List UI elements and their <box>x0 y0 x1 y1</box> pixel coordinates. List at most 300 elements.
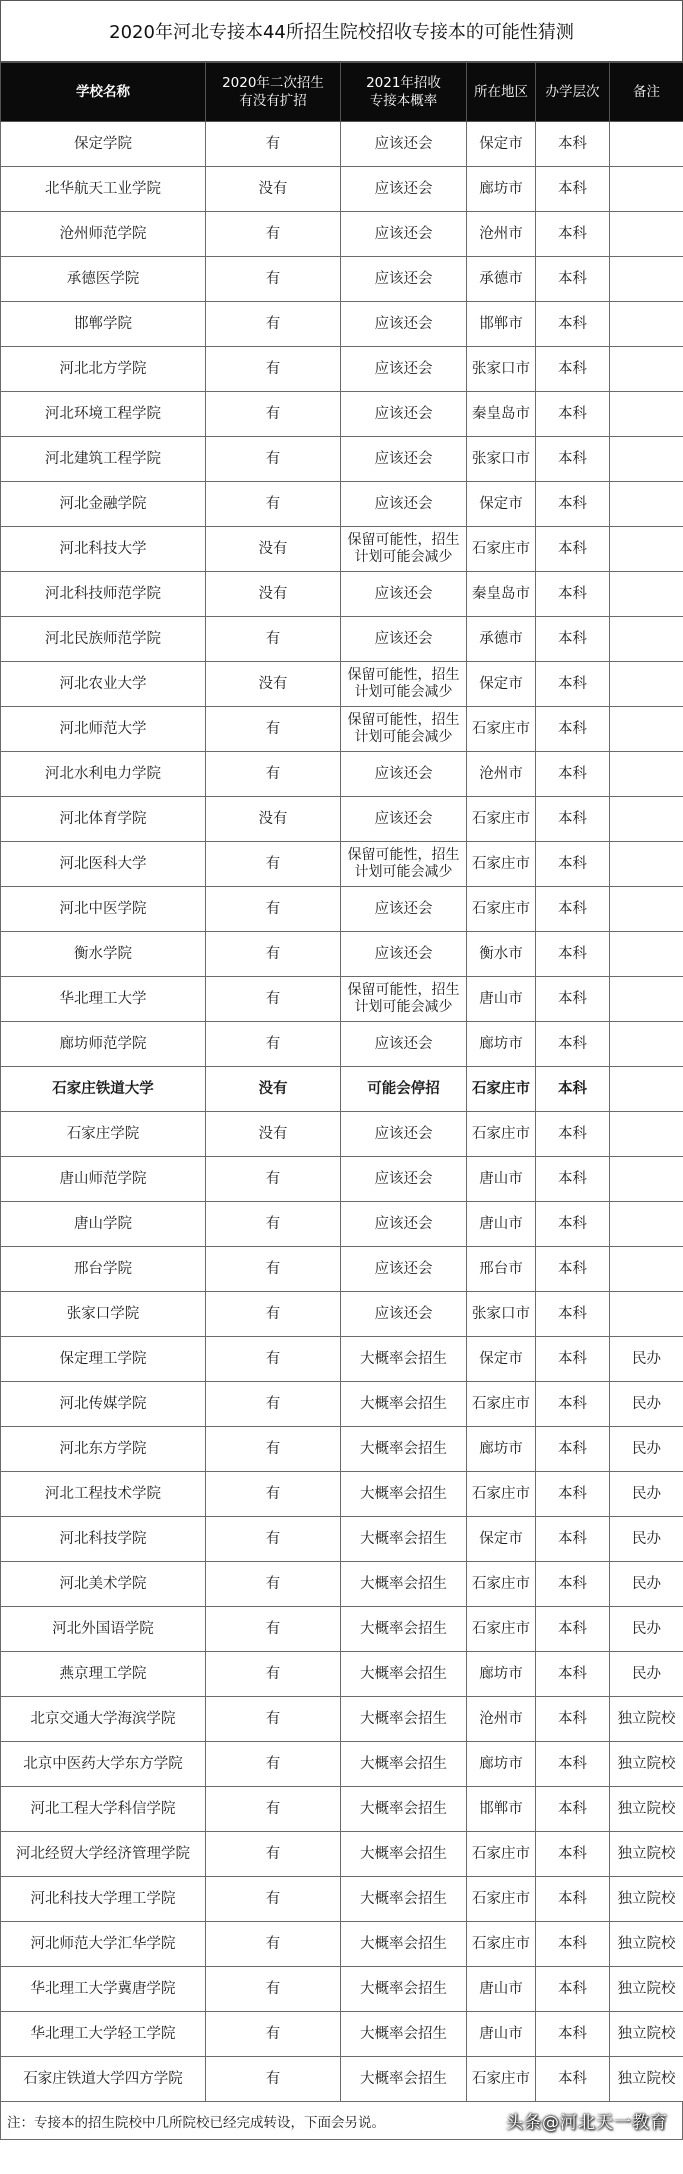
cell-level: 本科 <box>536 1022 610 1067</box>
cell-note: 独立院校 <box>610 1967 683 2012</box>
cell-expanded: 没有 <box>206 1112 341 1157</box>
cell-school-name: 保定学院 <box>1 122 206 167</box>
cell-expanded: 没有 <box>206 1067 341 1112</box>
cell-school-name: 河北北方学院 <box>1 347 206 392</box>
cell-school-name: 河北工程技术学院 <box>1 1472 206 1517</box>
cell-probability: 大概率会招生 <box>341 2012 467 2057</box>
cell-level: 本科 <box>536 1967 610 2012</box>
cell-level: 本科 <box>536 167 610 212</box>
cell-expanded: 有 <box>206 1022 341 1067</box>
table-row <box>1 1112 683 1157</box>
cell-region: 沧州市 <box>467 752 536 797</box>
cell-school-name: 河北师范大学 <box>1 707 206 752</box>
cell-level: 本科 <box>536 1247 610 1292</box>
cell-school-name: 燕京理工学院 <box>1 1652 206 1697</box>
cell-expanded: 有 <box>206 1967 341 2012</box>
cell-probability: 应该还会 <box>341 887 467 932</box>
cell-note <box>610 617 683 662</box>
cell-note: 民办 <box>610 1607 683 1652</box>
header-level: 办学层次 <box>536 63 610 122</box>
cell-level: 本科 <box>536 1517 610 1562</box>
cell-expanded: 有 <box>206 1697 341 1742</box>
cell-expanded: 有 <box>206 1472 341 1517</box>
cell-region: 沧州市 <box>467 1697 536 1742</box>
table-row <box>1 1967 683 2012</box>
cell-school-name: 石家庄学院 <box>1 1112 206 1157</box>
cell-probability: 应该还会 <box>341 392 467 437</box>
cell-probability: 应该还会 <box>341 347 467 392</box>
table-row <box>1 347 683 392</box>
cell-school-name: 河北科技大学理工学院 <box>1 1877 206 1922</box>
watermark: 头条@河北天一教育 <box>506 2113 668 2133</box>
cell-school-name: 保定理工学院 <box>1 1337 206 1382</box>
cell-note <box>610 707 683 752</box>
cell-region: 唐山市 <box>467 2012 536 2057</box>
cell-probability: 大概率会招生 <box>341 1472 467 1517</box>
cell-expanded: 没有 <box>206 572 341 617</box>
table-row <box>1 1877 683 1922</box>
cell-school-name: 河北工程大学科信学院 <box>1 1787 206 1832</box>
table-row <box>1 1247 683 1292</box>
cell-level: 本科 <box>536 1112 610 1157</box>
cell-probability: 大概率会招生 <box>341 2057 467 2102</box>
table-row <box>1 1697 683 1742</box>
cell-expanded: 有 <box>206 122 341 167</box>
header-probability: 2021年招收 专接本概率 <box>341 63 467 122</box>
cell-region: 石家庄市 <box>467 1382 536 1427</box>
cell-note: 民办 <box>610 1562 683 1607</box>
cell-note: 独立院校 <box>610 1697 683 1742</box>
cell-level: 本科 <box>536 572 610 617</box>
cell-school-name: 承德医学院 <box>1 257 206 302</box>
cell-probability: 应该还会 <box>341 617 467 662</box>
cell-probability: 大概率会招生 <box>341 1967 467 2012</box>
cell-probability: 大概率会招生 <box>341 1562 467 1607</box>
cell-note: 民办 <box>610 1427 683 1472</box>
cell-note: 民办 <box>610 1652 683 1697</box>
cell-expanded: 有 <box>206 437 341 482</box>
cell-region: 保定市 <box>467 482 536 527</box>
cell-expanded: 有 <box>206 1292 341 1337</box>
cell-probability: 保留可能性，招生 计划可能会减少 <box>341 842 467 887</box>
cell-probability: 应该还会 <box>341 437 467 482</box>
cell-note <box>610 527 683 572</box>
cell-region: 唐山市 <box>467 1157 536 1202</box>
table-row <box>1 842 683 887</box>
cell-level: 本科 <box>536 797 610 842</box>
cell-school-name: 廊坊师范学院 <box>1 1022 206 1067</box>
cell-expanded: 有 <box>206 1337 341 1382</box>
cell-note <box>610 482 683 527</box>
cell-probability: 大概率会招生 <box>341 1742 467 1787</box>
cell-probability: 大概率会招生 <box>341 1697 467 1742</box>
footer-note <box>0 2102 683 2140</box>
cell-school-name: 河北师范大学汇华学院 <box>1 1922 206 1967</box>
cell-expanded: 有 <box>206 1832 341 1877</box>
cell-region: 廊坊市 <box>467 1652 536 1697</box>
cell-region: 张家口市 <box>467 347 536 392</box>
cell-region: 邯郸市 <box>467 302 536 347</box>
cell-probability: 大概率会招生 <box>341 1652 467 1697</box>
cell-level: 本科 <box>536 122 610 167</box>
cell-level: 本科 <box>536 1337 610 1382</box>
cell-probability: 应该还会 <box>341 572 467 617</box>
cell-region: 沧州市 <box>467 212 536 257</box>
cell-note <box>610 1157 683 1202</box>
cell-expanded: 有 <box>206 1382 341 1427</box>
cell-probability: 应该还会 <box>341 1247 467 1292</box>
cell-region: 唐山市 <box>467 977 536 1022</box>
cell-school-name: 衡水学院 <box>1 932 206 977</box>
table-header <box>1 63 683 122</box>
cell-expanded: 有 <box>206 2057 341 2102</box>
cell-region: 秦皇岛市 <box>467 572 536 617</box>
cell-school-name: 河北中医学院 <box>1 887 206 932</box>
table-row <box>1 1652 683 1697</box>
cell-region: 石家庄市 <box>467 527 536 572</box>
cell-school-name: 河北科技学院 <box>1 1517 206 1562</box>
cell-probability: 应该还会 <box>341 257 467 302</box>
cell-note <box>610 212 683 257</box>
cell-region: 保定市 <box>467 1517 536 1562</box>
table-row <box>1 1202 683 1247</box>
cell-region: 廊坊市 <box>467 1022 536 1067</box>
cell-region: 石家庄市 <box>467 1112 536 1157</box>
cell-expanded: 有 <box>206 482 341 527</box>
table-row <box>1 1427 683 1472</box>
footer-text: 注：专接本的招生院校中几所院校已经完成转设，下面会另说。 <box>7 2114 385 2131</box>
cell-region: 保定市 <box>467 662 536 707</box>
cell-region: 石家庄市 <box>467 707 536 752</box>
cell-note <box>610 977 683 1022</box>
cell-school-name: 华北理工大学轻工学院 <box>1 2012 206 2057</box>
cell-expanded: 没有 <box>206 797 341 842</box>
cell-probability: 应该还会 <box>341 1292 467 1337</box>
cell-note <box>610 1247 683 1292</box>
cell-level: 本科 <box>536 527 610 572</box>
cell-note: 民办 <box>610 1382 683 1427</box>
cell-region: 廊坊市 <box>467 1742 536 1787</box>
table-row <box>1 2057 683 2102</box>
cell-level: 本科 <box>536 1742 610 1787</box>
cell-expanded: 有 <box>206 347 341 392</box>
cell-region: 石家庄市 <box>467 1607 536 1652</box>
cell-expanded: 没有 <box>206 167 341 212</box>
cell-school-name: 北京中医药大学东方学院 <box>1 1742 206 1787</box>
cell-expanded: 有 <box>206 1742 341 1787</box>
cell-school-name: 河北民族师范学院 <box>1 617 206 662</box>
cell-region: 衡水市 <box>467 932 536 977</box>
cell-school-name: 河北水利电力学院 <box>1 752 206 797</box>
cell-expanded: 有 <box>206 302 341 347</box>
cell-probability: 应该还会 <box>341 167 467 212</box>
cell-level: 本科 <box>536 1922 610 1967</box>
cell-level: 本科 <box>536 1652 610 1697</box>
cell-expanded: 有 <box>206 887 341 932</box>
cell-school-name: 河北医科大学 <box>1 842 206 887</box>
cell-probability: 应该还会 <box>341 482 467 527</box>
cell-school-name: 华北理工大学冀唐学院 <box>1 1967 206 2012</box>
cell-school-name: 石家庄铁道大学四方学院 <box>1 2057 206 2102</box>
cell-note: 民办 <box>610 1472 683 1517</box>
cell-level: 本科 <box>536 392 610 437</box>
cell-region: 廊坊市 <box>467 167 536 212</box>
cell-note <box>610 572 683 617</box>
cell-region: 唐山市 <box>467 1967 536 2012</box>
cell-region: 保定市 <box>467 1337 536 1382</box>
cell-level: 本科 <box>536 1832 610 1877</box>
cell-region: 石家庄市 <box>467 797 536 842</box>
cell-note <box>610 887 683 932</box>
cell-level: 本科 <box>536 1787 610 1832</box>
cell-region: 石家庄市 <box>467 1832 536 1877</box>
cell-region: 廊坊市 <box>467 1427 536 1472</box>
table-row <box>1 617 683 662</box>
table-row <box>1 167 683 212</box>
cell-school-name: 北京交通大学海滨学院 <box>1 1697 206 1742</box>
cell-expanded: 有 <box>206 257 341 302</box>
cell-level: 本科 <box>536 1292 610 1337</box>
cell-probability: 可能会停招 <box>341 1067 467 1112</box>
cell-level: 本科 <box>536 1607 610 1652</box>
cell-note: 独立院校 <box>610 2057 683 2102</box>
cell-note <box>610 257 683 302</box>
cell-level: 本科 <box>536 257 610 302</box>
cell-note: 独立院校 <box>610 1787 683 1832</box>
cell-school-name: 河北建筑工程学院 <box>1 437 206 482</box>
cell-expanded: 有 <box>206 932 341 977</box>
table-row <box>1 1562 683 1607</box>
table-row <box>1 1157 683 1202</box>
cell-region: 承德市 <box>467 617 536 662</box>
cell-probability: 应该还会 <box>341 1157 467 1202</box>
cell-probability: 应该还会 <box>341 302 467 347</box>
cell-probability: 大概率会招生 <box>341 1607 467 1652</box>
cell-level: 本科 <box>536 1157 610 1202</box>
cell-expanded: 有 <box>206 1787 341 1832</box>
table-row <box>1 527 683 572</box>
cell-probability: 应该还会 <box>341 1112 467 1157</box>
cell-note <box>610 1022 683 1067</box>
cell-expanded: 有 <box>206 212 341 257</box>
cell-note <box>610 347 683 392</box>
table-row <box>1 1382 683 1427</box>
cell-school-name: 河北外国语学院 <box>1 1607 206 1652</box>
cell-note <box>610 302 683 347</box>
cell-school-name: 河北经贸大学经济管理学院 <box>1 1832 206 1877</box>
cell-expanded: 有 <box>206 617 341 662</box>
table-row <box>1 1292 683 1337</box>
cell-expanded: 有 <box>206 1877 341 1922</box>
cell-expanded: 有 <box>206 1247 341 1292</box>
cell-level: 本科 <box>536 212 610 257</box>
cell-level: 本科 <box>536 752 610 797</box>
cell-region: 邢台市 <box>467 1247 536 1292</box>
table-row <box>1 752 683 797</box>
cell-note: 独立院校 <box>610 2012 683 2057</box>
cell-level: 本科 <box>536 887 610 932</box>
cell-probability: 应该还会 <box>341 752 467 797</box>
cell-region: 石家庄市 <box>467 887 536 932</box>
cell-probability: 大概率会招生 <box>341 1517 467 1562</box>
table-row <box>1 392 683 437</box>
table-row <box>1 662 683 707</box>
cell-school-name: 河北科技师范学院 <box>1 572 206 617</box>
cell-note <box>610 797 683 842</box>
header-row <box>1 63 683 122</box>
table-row <box>1 482 683 527</box>
cell-school-name: 华北理工大学 <box>1 977 206 1022</box>
cell-level: 本科 <box>536 1202 610 1247</box>
cell-probability: 大概率会招生 <box>341 1787 467 1832</box>
cell-level: 本科 <box>536 1427 610 1472</box>
cell-school-name: 河北东方学院 <box>1 1427 206 1472</box>
admission-table <box>0 62 683 2102</box>
table-row <box>1 212 683 257</box>
cell-probability: 应该还会 <box>341 932 467 977</box>
cell-probability: 应该还会 <box>341 1022 467 1067</box>
cell-note <box>610 1067 683 1112</box>
table-row <box>1 1787 683 1832</box>
table-row <box>1 437 683 482</box>
cell-probability: 应该还会 <box>341 1202 467 1247</box>
cell-level: 本科 <box>536 1877 610 1922</box>
table-row <box>1 977 683 1022</box>
cell-region: 石家庄市 <box>467 2057 536 2102</box>
cell-level: 本科 <box>536 482 610 527</box>
table-body <box>1 122 683 2102</box>
header-expanded: 2020年二次招生 有没有扩招 <box>206 63 341 122</box>
cell-region: 石家庄市 <box>467 1562 536 1607</box>
table-row <box>1 1337 683 1382</box>
cell-region: 保定市 <box>467 122 536 167</box>
cell-region: 邯郸市 <box>467 1787 536 1832</box>
table-row <box>1 1742 683 1787</box>
table-row <box>1 707 683 752</box>
cell-note <box>610 122 683 167</box>
cell-note <box>610 392 683 437</box>
table-row <box>1 1832 683 1877</box>
cell-level: 本科 <box>536 347 610 392</box>
table-row <box>1 257 683 302</box>
cell-note <box>610 932 683 977</box>
cell-note <box>610 1112 683 1157</box>
cell-note <box>610 842 683 887</box>
cell-note <box>610 752 683 797</box>
cell-school-name: 邯郸学院 <box>1 302 206 347</box>
cell-probability: 保留可能性，招生 计划可能会减少 <box>341 662 467 707</box>
cell-level: 本科 <box>536 662 610 707</box>
table-row <box>1 302 683 347</box>
cell-note <box>610 662 683 707</box>
cell-region: 石家庄市 <box>467 1067 536 1112</box>
cell-note <box>610 437 683 482</box>
cell-school-name: 唐山学院 <box>1 1202 206 1247</box>
cell-level: 本科 <box>536 437 610 482</box>
cell-probability: 保留可能性，招生 计划可能会减少 <box>341 977 467 1022</box>
cell-level: 本科 <box>536 2012 610 2057</box>
cell-note: 独立院校 <box>610 1742 683 1787</box>
cell-note: 独立院校 <box>610 1922 683 1967</box>
table-row <box>1 122 683 167</box>
cell-level: 本科 <box>536 1697 610 1742</box>
header-region: 所在地区 <box>467 63 536 122</box>
cell-level: 本科 <box>536 977 610 1022</box>
cell-level: 本科 <box>536 302 610 347</box>
cell-school-name: 河北美术学院 <box>1 1562 206 1607</box>
cell-expanded: 有 <box>206 1157 341 1202</box>
cell-probability: 应该还会 <box>341 797 467 842</box>
cell-expanded: 有 <box>206 1427 341 1472</box>
cell-note: 独立院校 <box>610 1877 683 1922</box>
cell-school-name: 河北科技大学 <box>1 527 206 572</box>
cell-probability: 大概率会招生 <box>341 1337 467 1382</box>
cell-school-name: 河北传媒学院 <box>1 1382 206 1427</box>
cell-school-name: 北华航天工业学院 <box>1 167 206 212</box>
cell-level: 本科 <box>536 1067 610 1112</box>
cell-expanded: 有 <box>206 1652 341 1697</box>
cell-school-name: 石家庄铁道大学 <box>1 1067 206 1112</box>
cell-expanded: 有 <box>206 1202 341 1247</box>
cell-expanded: 有 <box>206 1607 341 1652</box>
cell-probability: 应该还会 <box>341 212 467 257</box>
cell-expanded: 有 <box>206 977 341 1022</box>
cell-level: 本科 <box>536 842 610 887</box>
cell-school-name: 张家口学院 <box>1 1292 206 1337</box>
cell-level: 本科 <box>536 1562 610 1607</box>
cell-note: 民办 <box>610 1337 683 1382</box>
table-row <box>1 887 683 932</box>
cell-probability: 保留可能性，招生 计划可能会减少 <box>341 707 467 752</box>
table-row <box>1 932 683 977</box>
cell-level: 本科 <box>536 1382 610 1427</box>
cell-school-name: 河北环境工程学院 <box>1 392 206 437</box>
page-title: 2020年河北专接本44所招生院校招收专接本的可能性猜测 <box>0 0 683 62</box>
cell-probability: 大概率会招生 <box>341 1922 467 1967</box>
cell-region: 唐山市 <box>467 1202 536 1247</box>
cell-region: 张家口市 <box>467 1292 536 1337</box>
cell-school-name: 邢台学院 <box>1 1247 206 1292</box>
cell-school-name: 沧州师范学院 <box>1 212 206 257</box>
table-row <box>1 1067 683 1112</box>
cell-expanded: 没有 <box>206 662 341 707</box>
table-row <box>1 1922 683 1967</box>
cell-school-name: 河北体育学院 <box>1 797 206 842</box>
cell-note: 独立院校 <box>610 1832 683 1877</box>
cell-expanded: 有 <box>206 1922 341 1967</box>
cell-region: 承德市 <box>467 257 536 302</box>
header-note: 备注 <box>610 63 683 122</box>
cell-level: 本科 <box>536 932 610 977</box>
table-row <box>1 1607 683 1652</box>
cell-expanded: 有 <box>206 707 341 752</box>
cell-note <box>610 167 683 212</box>
table-row <box>1 797 683 842</box>
table-row <box>1 2012 683 2057</box>
cell-probability: 大概率会招生 <box>341 1832 467 1877</box>
cell-probability: 大概率会招生 <box>341 1427 467 1472</box>
cell-note <box>610 1202 683 1247</box>
cell-region: 石家庄市 <box>467 1472 536 1517</box>
table-row <box>1 1022 683 1067</box>
cell-region: 石家庄市 <box>467 1922 536 1967</box>
cell-expanded: 有 <box>206 1517 341 1562</box>
table-row <box>1 572 683 617</box>
cell-level: 本科 <box>536 707 610 752</box>
cell-probability: 大概率会招生 <box>341 1382 467 1427</box>
table-row <box>1 1472 683 1517</box>
cell-school-name: 河北农业大学 <box>1 662 206 707</box>
